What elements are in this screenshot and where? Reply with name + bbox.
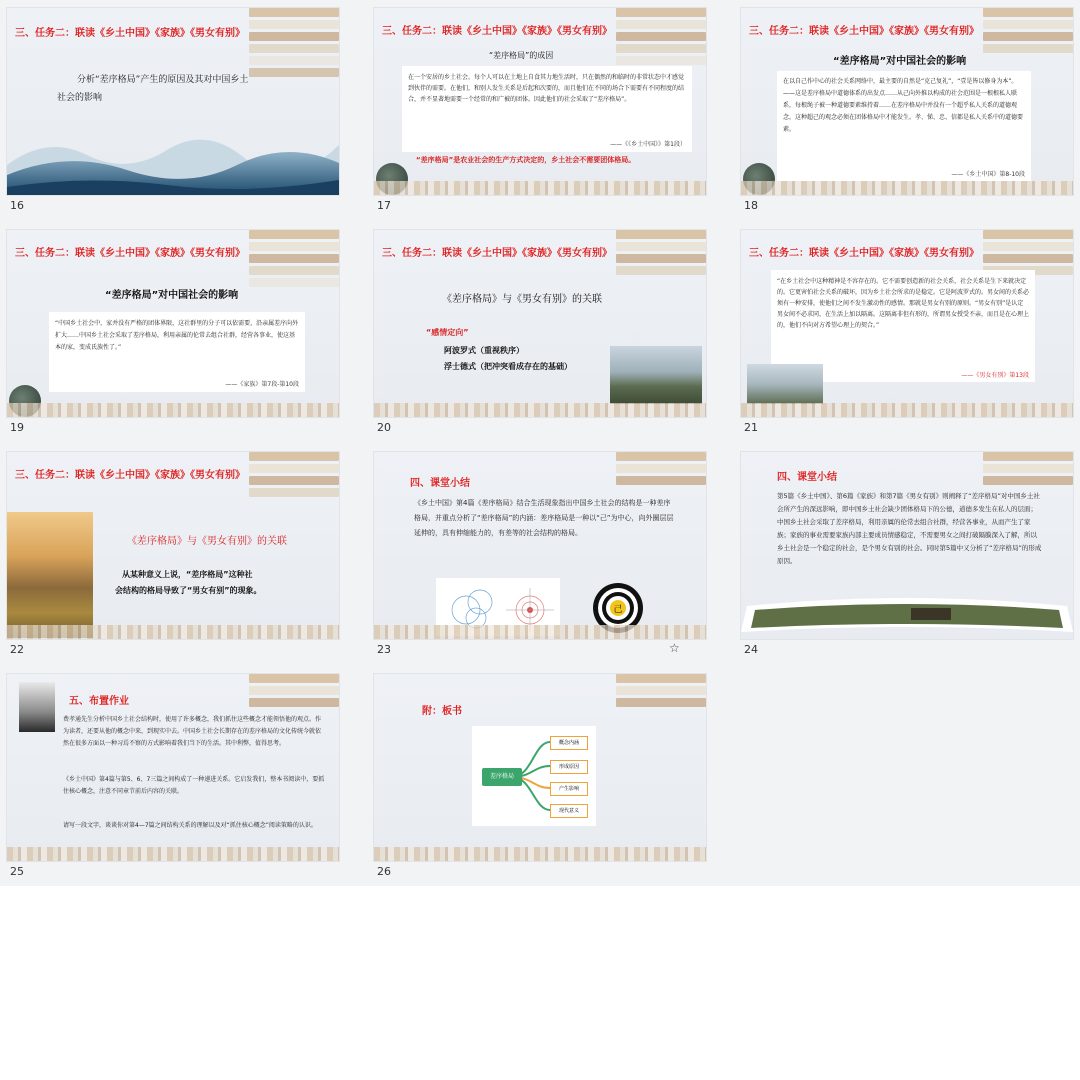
slide-number: 23 <box>377 643 391 656</box>
book-stack-decor <box>616 674 706 824</box>
floor-decor <box>374 181 706 195</box>
floor-decor <box>374 403 706 417</box>
slide-number: 19 <box>10 421 24 434</box>
svg-text:己: 己 <box>613 605 623 615</box>
slide-16-heading: 分析“差序格局”产生的原因及其对中国乡土 <box>77 75 249 85</box>
section-title: 三、任务二：联读《乡土中国》《家族》《男女有别》 <box>749 26 979 37</box>
slide-number: 26 <box>377 865 391 878</box>
summary-text: 第5篇《乡土中国》、第6篇《家族》和第7篇《男女有别》则阐释了“差序格局”对中国乡土社会所产生的深远影响，即中国乡土社会缺少团体格局下的公德，道德多发生在私人的层面；中国乡土社会采取了差序格局，利用亲属的伦常去组合社群，经营各事业，从而产生了家族；家族的事业需要家族内部主要成员情感稳定，不需要男女之间打破隔膜深入了解，所以乡土社会是一个稳定的社会，是个男女有别的社会。同时第5篇中又分析了“差序格局”的形成原因。 <box>777 492 1042 565</box>
slide-20-heading: 《差序格局》与《男女有别》的关联 <box>442 294 602 305</box>
landscape-photo <box>610 346 702 404</box>
author-portrait <box>19 682 55 732</box>
slide-25-canvas[interactable] <box>6 673 340 862</box>
slide-18-canvas[interactable] <box>740 7 1074 196</box>
slide-20-canvas[interactable] <box>373 229 707 418</box>
mountain-ink-painting <box>7 125 339 195</box>
quote-panel <box>777 71 1031 181</box>
slide-19-heading: “差序格局”对中国社会的影响 <box>105 290 239 301</box>
quote-panel <box>402 66 692 152</box>
slide-number: 24 <box>744 643 758 656</box>
slide-number: 25 <box>10 865 24 878</box>
quote-text: 在一个安居的乡土社会，每个人可以在土地上自食其力地生活时，只在偶然的和临时的非常状态中才感觉到伙伴的需要。在他们，和别人发生关系是后起和次要的，而且他们在不同的场合下需要有不同程度的结合，并不显著地需要一个经常的和广被的团体。因此他们的社会采取了“差序格局”。 <box>408 74 685 103</box>
mind-map-branch: 概念内涵 <box>550 736 588 750</box>
slide-thumbnail-24[interactable] <box>740 451 1074 656</box>
section-title: 三、任务二：联读《乡土中国》《家族》《男女有别》 <box>749 248 979 259</box>
slide-24-canvas[interactable] <box>740 451 1074 640</box>
faustian-line: 浮士德式（把冲突看成存在的基础） <box>444 362 572 371</box>
slide-thumbnail-20[interactable] <box>373 229 707 434</box>
quote-citation: ——《家族》第7段-第10段 <box>225 381 299 388</box>
section-title: 附：板书 <box>422 706 462 717</box>
assignment-paragraph-1: 费孝通先生分析中国乡土社会结构时，使用了许多概念，我们抓住这些概念才能领悟他的观点。作为读者，还要从他的概念中来，到现实中去。中国乡土社会长期存在的差序格局的文化传统今就依然在很多方面以一种习焉不察的方式影响着我们当下的生活。其中利弊，值得思考。 <box>63 716 322 747</box>
quote-text: “在乡土社会中这种精神是不容存在的。它不需要创造新的社会关系，社会关系是生下来就决定的。它更害怕社会关系的破坏，因为乡土社会所求的是稳定。它是阿波罗式的。男女间的关系必须有一种安排，使他们之间不发生激动性的感情。那就是男女有别的原则。“男女有别”是认定男女间不必求同，在生活上加以隔离。这隔离非但有形的，所谓男女授受不亲，而且是在心理上的，他们不向对方希望心理上的契合。” <box>777 278 1030 329</box>
slide-thumbnail-22[interactable] <box>6 451 340 656</box>
slide-thumbnail-23[interactable] <box>373 451 707 656</box>
slide-thumbnail-19[interactable] <box>6 229 340 434</box>
slide-19-canvas[interactable] <box>6 229 340 418</box>
slide-number: 21 <box>744 421 758 434</box>
section-title: 四、课堂小结 <box>410 478 470 489</box>
section-title: 四、课堂小结 <box>777 472 837 483</box>
slide-number: 18 <box>744 199 758 212</box>
quote-citation: ——《《乡土中国》》第1段） <box>610 141 686 148</box>
slide-number: 16 <box>10 199 24 212</box>
slide-number: 20 <box>377 421 391 434</box>
book-stack-decor <box>249 452 339 602</box>
slide-thumbnail-25[interactable] <box>6 673 340 878</box>
slide-thumbnail-16[interactable] <box>6 7 340 212</box>
section-title: 三、任务二：联读《乡土中国》《家族》《男女有别》 <box>15 470 245 481</box>
quote-text: 在以自己作中心的社会关系网络中，最主要的自然是“克己复礼”，“壹是皆以修身为本”。——这是差序格局中道德体系的出发点……从己向外推以构成的社会范围是一根根私人联系，每根绳子被一种道德要素维持着……在差序格局中并没有一个超乎私人关系的道德观念，这种超己的观念必须在团体格局中才能发生。孝、悌、忠、信都是私人关系中的道德要素。 <box>783 78 1024 133</box>
slide-16-heading-line2: 社会的影响 <box>57 93 103 103</box>
slide-number: 22 <box>10 643 24 656</box>
emotion-orientation: “感情定向” <box>426 328 469 337</box>
floor-decor <box>741 403 1073 417</box>
floor-decor <box>374 847 706 861</box>
slide-thumbnail-17[interactable] <box>373 7 707 212</box>
assignment-paragraph-2: 《乡土中国》第4篇与第5、6、7三篇之间构成了一种递进关系。它启发我们，整本书阅读中，要抓住核心概念，注意不同章节前后内容的关联。 <box>63 776 325 795</box>
slide-21-canvas[interactable] <box>740 229 1074 418</box>
slide-22-canvas[interactable] <box>6 451 340 640</box>
conclusion-line-1: 从某种意义上说，“差序格局”这种社 <box>122 570 253 579</box>
assignment-task: 请写一段文字，谈谈你对第4—7篇之间结构关系的理解以及对“抓住核心概念”阅读策略的认识。 <box>63 822 317 829</box>
section-title: 三、任务二：联读《乡土中国》《家族》《男女有别》 <box>15 248 245 259</box>
slide-17-heading: “差序格局”的成因 <box>489 51 554 60</box>
conclusion-note: “差序格局”是农业社会的生产方式决定的，乡土社会不需要团体格局。 <box>416 156 636 164</box>
slide-22-heading: 《差序格局》与《男女有别》的关联 <box>127 536 287 547</box>
floor-decor <box>374 625 706 639</box>
quote-panel <box>49 312 305 392</box>
mind-map <box>472 726 596 826</box>
slide-number: 17 <box>377 199 391 212</box>
mind-map-center: 差序格局 <box>482 768 522 786</box>
section-title: 三、任务二：联读《乡土中国》《家族》《男女有别》 <box>382 248 612 259</box>
slide-thumbnail-18[interactable] <box>740 7 1074 212</box>
section-title: 三、任务二：联读《乡土中国》《家族》《男女有别》 <box>382 26 612 37</box>
slide-18-heading: “差序格局”对中国社会的影响 <box>833 56 967 67</box>
section-title: 五、布置作业 <box>69 696 129 707</box>
floor-decor <box>741 181 1073 195</box>
star-icon[interactable]: ☆ <box>669 641 680 655</box>
farm-photo-banner <box>741 592 1073 639</box>
slide-thumbnail-26[interactable] <box>373 673 707 878</box>
quote-citation: ——《男女有别》第13段 <box>961 372 1029 379</box>
section-title: 三、任务二：联读《乡土中国》《家族》《男女有别》 <box>15 28 245 39</box>
landscape-photo <box>747 364 823 404</box>
floor-decor <box>7 847 339 861</box>
slide-16-canvas[interactable] <box>6 7 340 196</box>
mind-map-branch: 现代意义 <box>550 804 588 818</box>
quote-citation: ——《乡土中国》第8-10段 <box>951 171 1025 178</box>
wheat-field-photo <box>7 512 93 638</box>
slide-thumbnail-21[interactable] <box>740 229 1074 434</box>
quote-text: “中国乡土社会中，家并没有严格的团体界限，这社群里的分子可以依需要，沿亲属差序向外扩大……中国乡土社会采取了差序格局，利用亲属的伦常去组合社群，经营各事业，使这基本的家，变成氏族性了。” <box>55 320 299 351</box>
apollonian-line: 阿波罗式（重视秩序） <box>444 346 524 355</box>
summary-text: 《乡土中国》第4篇《差序格局》结合生活现象指出中国乡土社会的结构是一种差序格局，并重点分析了“差序格局”的内涵：差序格局是一种以“己”为中心，向外圈层层延伸的，具有伸缩能力的，有差等的社会结构的格局。 <box>414 499 674 537</box>
slide-26-canvas[interactable] <box>373 673 707 862</box>
conclusion-line-2: 会结构的格局导致了“男女有别”的现象。 <box>115 586 262 595</box>
mind-map-branch: 产生影响 <box>550 782 588 796</box>
slide-23-canvas[interactable] <box>373 451 707 640</box>
mind-map-branch: 形成原因 <box>550 760 588 774</box>
slide-17-canvas[interactable] <box>373 7 707 196</box>
floor-decor <box>7 403 339 417</box>
floor-decor <box>7 625 339 639</box>
